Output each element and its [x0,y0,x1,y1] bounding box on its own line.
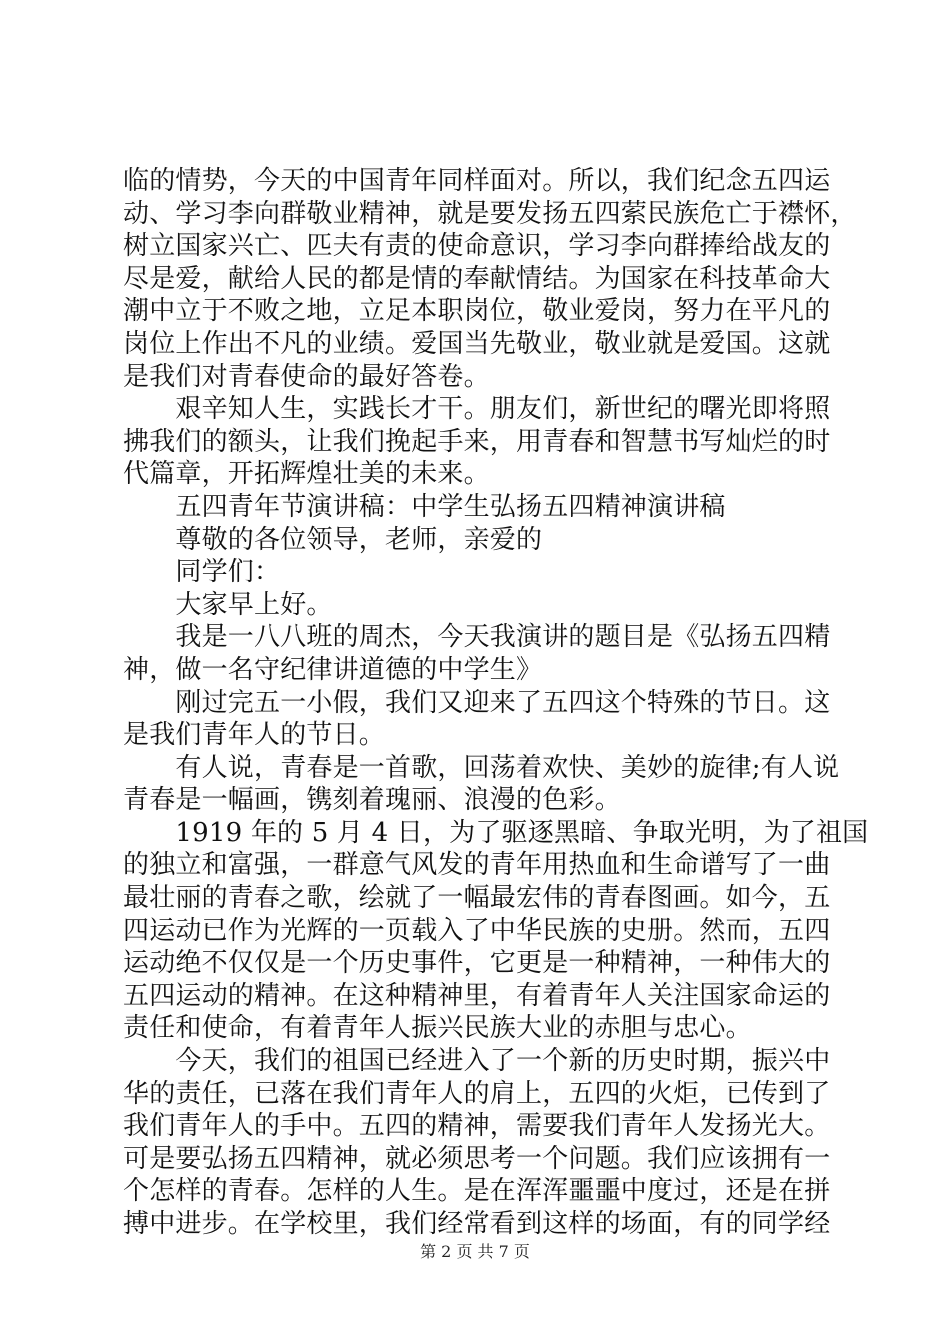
text-line: 动、学习李向群敬业精神，就是要发扬五四萦民族危亡于襟怀， [123,198,857,229]
text-line: 潮中立于不败之地，立足本职岗位，敬业爱岗，努力在平凡的 [123,296,831,327]
text-line: 的独立和富强，一群意气风发的青年用热血和生命谱写了一曲 [123,850,831,881]
text-line: 代篇章，开拓辉煌壮美的未来。 [123,459,490,490]
text-line: 刚过完五一小假，我们又迎来了五四这个特殊的节日。这 [123,687,831,718]
text-line: 1919 年的 5 月 4 日，为了驱逐黑暗、争取光明，为了祖国 [123,817,869,848]
text-line: 我是一八八班的周杰，今天我演讲的题目是《弘扬五四精 [123,622,831,653]
text-line: 同学们： [123,557,281,588]
text-line: 可是要弘扬五四精神，就必须思考一个问题。我们应该拥有一 [123,1143,831,1174]
text-line: 最壮丽的青春之歌，绘就了一幅最宏伟的青春图画。如今，五 [123,883,831,914]
text-line: 临的情势，今天的中国青年同样面对。所以，我们纪念五四运 [123,166,831,196]
text-line: 青春是一幅画，镌刻着瑰丽、浪漫的色彩。 [123,785,621,816]
text-line: 神，做一名守纪律讲道德的中学生》 [123,654,543,685]
document-body [123,165,869,1241]
text-line: 华的责任，已落在我们青年人的肩上，五四的火炬，已传到了 [123,1078,831,1109]
text-line: 树立国家兴亡、匹夫有责的使命意识，学习李向群捧给战友的 [123,231,831,262]
text-line: 五四青年节演讲稿：中学生弘扬五四精神演讲稿 [123,491,726,522]
text-line: 四运动已作为光辉的一页载入了中华民族的史册。然而，五四 [123,915,831,946]
text-line: 尽是爱，献给人民的都是情的奉献情结。为国家在科技革命大 [123,263,831,294]
text-line: 我们青年人的手中。五四的精神，需要我们青年人发扬光大。 [123,1111,831,1142]
text-line: 有人说，青春是一首歌，回荡着欢快、美妙的旋律;有人说 [123,752,840,783]
text-line: 搏中进步。在学校里，我们经常看到这样的场面，有的同学经 [123,1209,831,1239]
text-line: 拂我们的额头，让我们挽起手来，用青春和智慧书写灿烂的时 [123,426,831,457]
text-line: 运动绝不仅仅是一个历史事件，它更是一种精神，一种伟大的 [123,948,831,979]
text-line: 个怎样的青春。怎样的人生。是在浑浑噩噩中度过，还是在拼 [123,1176,831,1207]
text-line: 艰辛知人生，实践长才干。朋友们，新世纪的曙光即将照 [123,394,831,425]
text-line: 尊敬的各位领导，老师，亲爱的 [123,524,543,555]
text-line: 今天，我们的祖国已经进入了一个新的历史时期，振兴中 [123,1046,831,1077]
page-footer: 第 2 页 共 7 页 [420,1242,530,1261]
text-line: 是我们青年人的节日。 [123,720,386,751]
text-line: 是我们对青春使命的最好答卷。 [123,361,490,392]
text-line: 责任和使命，有着青年人振兴民族大业的赤胆与忠心。 [123,1013,752,1044]
text-line: 大家早上好。 [123,589,333,620]
text-line: 岗位上作出不凡的业绩。爱国当先敬业，敬业就是爱国。这就 [123,328,831,359]
text-line: 五四运动的精神。在这种精神里，有着青年人关注国家命运的 [123,980,831,1011]
